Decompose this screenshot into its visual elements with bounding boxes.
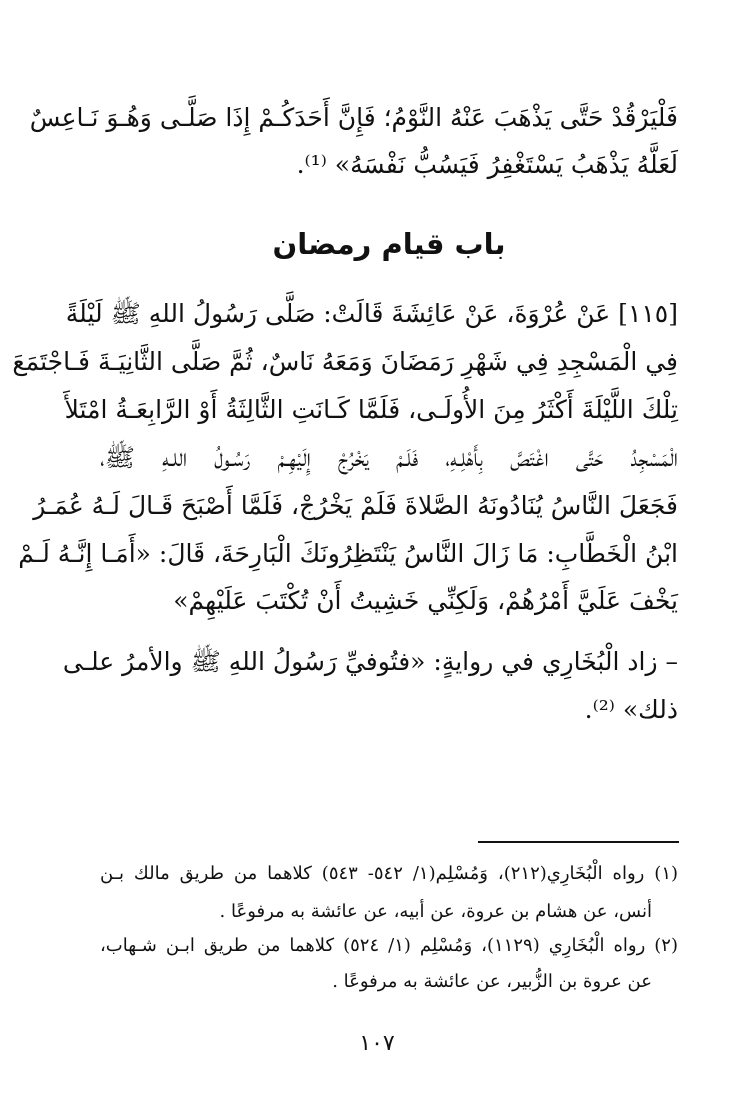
top-paragraph-line-1: فَلْيَرْقُدْ حَتَّى يَذْهَبَ عَنْهُ النَّوْمُ؛ فَإِنَّ أَحَدَكُـمْ إِذَا صَلَّـى وَهُـوَ نَـاعِسٌ [29,103,678,132]
hadith-line-4: الْمَسْجِدُ حَتَّى اغْتَصَّ بِأَهْلِـهِ، فَلَـمْ يَخْرُجْ إِلَيْهِـمْ رَسُـولُ اللـهِ ﷺ، [100,443,678,472]
top-paragraph-line-2: لَعَلَّهُ يَذْهَبُ يَسْتَغْفِرُ فَيَسُبُّ نَفْسَهُ» ⁽¹⁾. [296,150,678,179]
bukhari-addition-line-2: ذلك» ⁽²⁾. [584,695,678,724]
footnote-divider [478,841,679,843]
hadith-line-1: [١١٥] عَنْ عُرْوَةَ، عَنْ عَائِشَةَ قَالَتْ: صَلَّى رَسُولُ اللهِ ﷺ لَيْلَةً [65,299,678,328]
hadith-line-2: فِي الْمَسْجِدِ فِي شَهْرِ رَمَضَانَ وَمَعَهُ نَاسٌ، ثُمَّ صَلَّى الثَّانِيَـةَ فَـاجْتَمَعَ [12,347,678,376]
hadith-line-3: تِلْكَ اللَّيْلَةَ أَكْثَرُ مِنَ الأُولَـى، فَلَمَّا كَـانَتِ الثَّالِثَةُ أَوْ الرَّابِعَـةُ امْتَلأَ [64,395,678,424]
footnote-1-line-2: أنس، عن هشام بن عروة، عن أبيه، عن عائشة به مرفوعًا . [219,901,652,922]
bukhari-addition-line-1: – زاد الْبُخَارِي في روايةٍ: «فتُوفيِّ رَسُولُ اللهِ ﷺ والأمرُ علـى [62,647,678,676]
footnote-1-line-1: (١) رواه الْبُخَارِي(٢١٢)، وَمُسْلِم(١/ ٥٤٢- ٥٤٣) كلاهما من طريق مالك بـن [100,863,679,884]
page-number: ١٠٧ [359,1031,395,1056]
chapter-heading: باب قيام رمضان [272,227,506,261]
hadith-line-7: يَخْفَ عَلَيَّ أَمْرُهُمْ، وَلَكِنِّي خَشِيتُ أَنْ تُكْتَبَ عَلَيْهِمْ» [173,586,678,615]
hadith-line-6: ابْنُ الْخَطَّابِ: مَا زَالَ النَّاسُ يَنْتَظِرُونَكَ الْبَارِحَةَ، قَالَ: «أَمَـا إِنَّـهُ لَـمْ [18,539,678,568]
footnote-2-line-2: عن عروة بن الزُّبير، عن عائشة به مرفوعًا . [332,971,652,992]
hadith-line-5: فَجَعَلَ النَّاسُ يُنَادُونَهُ الصَّلاةَ فَلَمْ يَخْرُجْ، فَلَمَّا أَصْبَحَ قَـالَ لَـهُ عُمَـرُ [33,491,678,520]
footnote-2-line-1: (٢) رواه الْبُخَارِي (١١٢٩)، وَمُسْلِم (١/ ٥٢٤) كلاهما من طريق ابـن شـهاب، [100,935,678,956]
